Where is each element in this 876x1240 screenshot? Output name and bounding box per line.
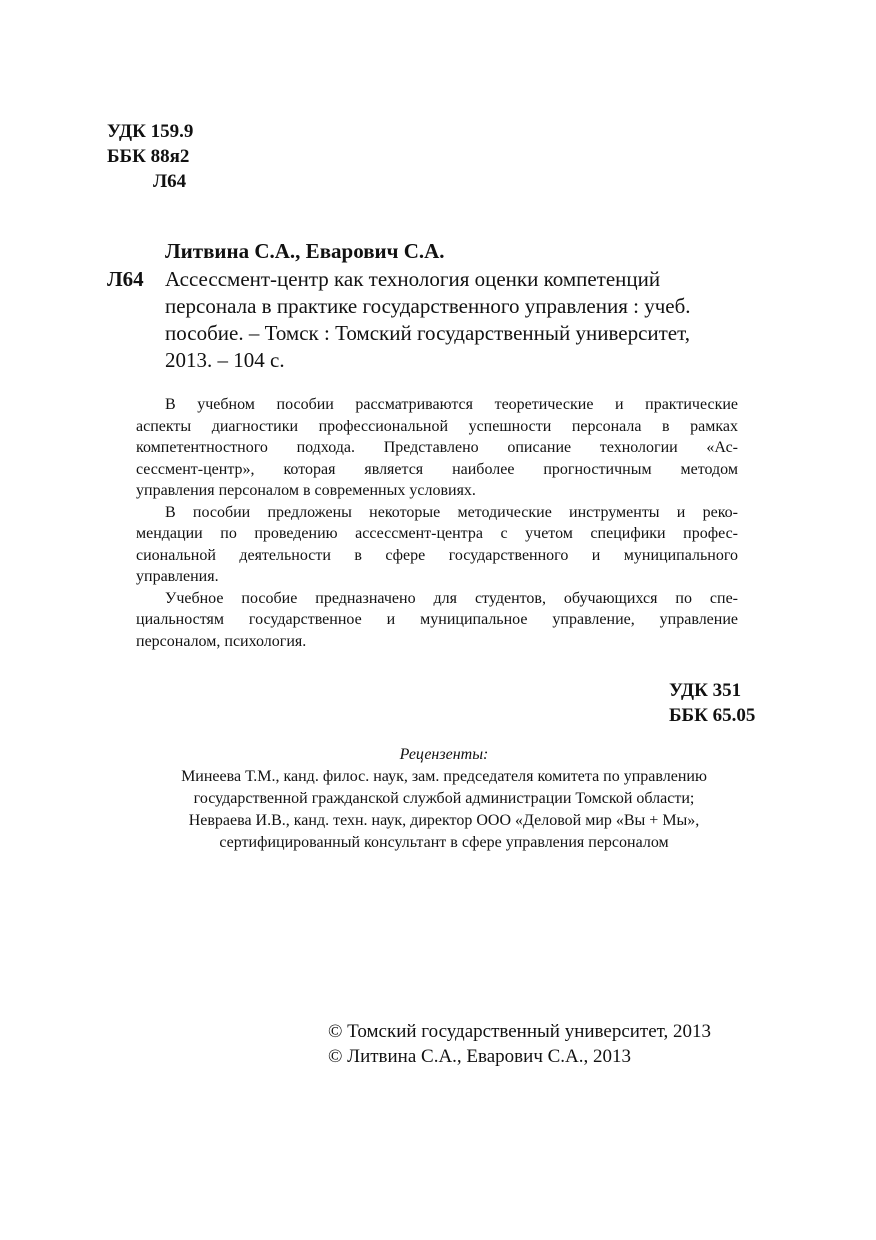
reviewer-line: сертифицированный консультант в сфере управления персоналом (219, 834, 669, 851)
abstract-line: В учебном пособии рассматриваются теоретические и практические (165, 396, 738, 413)
reviewer-line: государственной гражданской службой администрации Томской области; (193, 790, 695, 807)
bbk-code: ББК 88я2 (107, 146, 190, 167)
abstract-line: сессмент-центр», которая является наиболее прогностичным методом (136, 460, 738, 478)
abstract (136, 394, 738, 652)
bibliographic-description (165, 266, 691, 374)
abstract-line: управления персоналом в современных условиях. (136, 482, 476, 499)
abstract-line: В пособии предложены некоторые методические инструменты и реко- (165, 503, 738, 521)
udk-code-right: УДК 351 (669, 680, 742, 701)
bibliography-cipher: Л64 (107, 267, 144, 291)
bibliography-line: персонала в практике государственного управления : учеб. (165, 294, 691, 318)
copyright-line: © Литвина С.А., Еварович С.А., 2013 (328, 1046, 632, 1067)
abstract-line: Учебное пособие предназначено для студентов, обучающихся по спе- (165, 589, 738, 607)
abstract-line: компетентностного подхода. Представлено описание технологии «Ас- (136, 439, 738, 456)
abstract-line: персоналом, психология. (136, 632, 307, 650)
abstract-line: сиональной деятельности в сфере государственного и муниципального (136, 546, 738, 564)
reviewer-line: Невраева И.В., канд. техн. наук, директор ООО «Деловой мир «Вы + Мы», (188, 812, 700, 829)
classification-block (107, 119, 193, 194)
udk-code: УДК 159.9 (107, 121, 194, 142)
abstract-line: мендации по проведению ассессмент-центра с учетом специфики профес- (136, 525, 738, 542)
reviewers-heading: Рецензенты: (399, 746, 489, 763)
bibliography-line: Ассессмент-центр как технология оценки компетенций (165, 267, 661, 291)
abstract-line: аспекты диагностики профессиональной успешности персонала в рамках (136, 417, 738, 435)
bibliography-line: 2013. – 104 с. (165, 348, 285, 372)
authors: Литвина С.А., Еварович С.А. (165, 239, 445, 263)
abstract-line: циальностям государственное и муниципальное управление, управление (136, 611, 738, 628)
bibliography-line: пособие. – Томск : Томский государственный университет, (165, 321, 690, 345)
reviewer-line: Минеева Т.М., канд. филос. наук, зам. председателя комитета по управлению (181, 768, 707, 785)
copyright-line: © Томский государственный университет, 2013 (328, 1021, 712, 1042)
classification-block-right (669, 678, 755, 728)
copyright (328, 1019, 711, 1069)
author-cipher: Л64 (153, 171, 187, 192)
reviewers (100, 744, 788, 854)
bbk-code-right: ББК 65.05 (669, 705, 756, 726)
abstract-line: управления. (136, 568, 219, 585)
